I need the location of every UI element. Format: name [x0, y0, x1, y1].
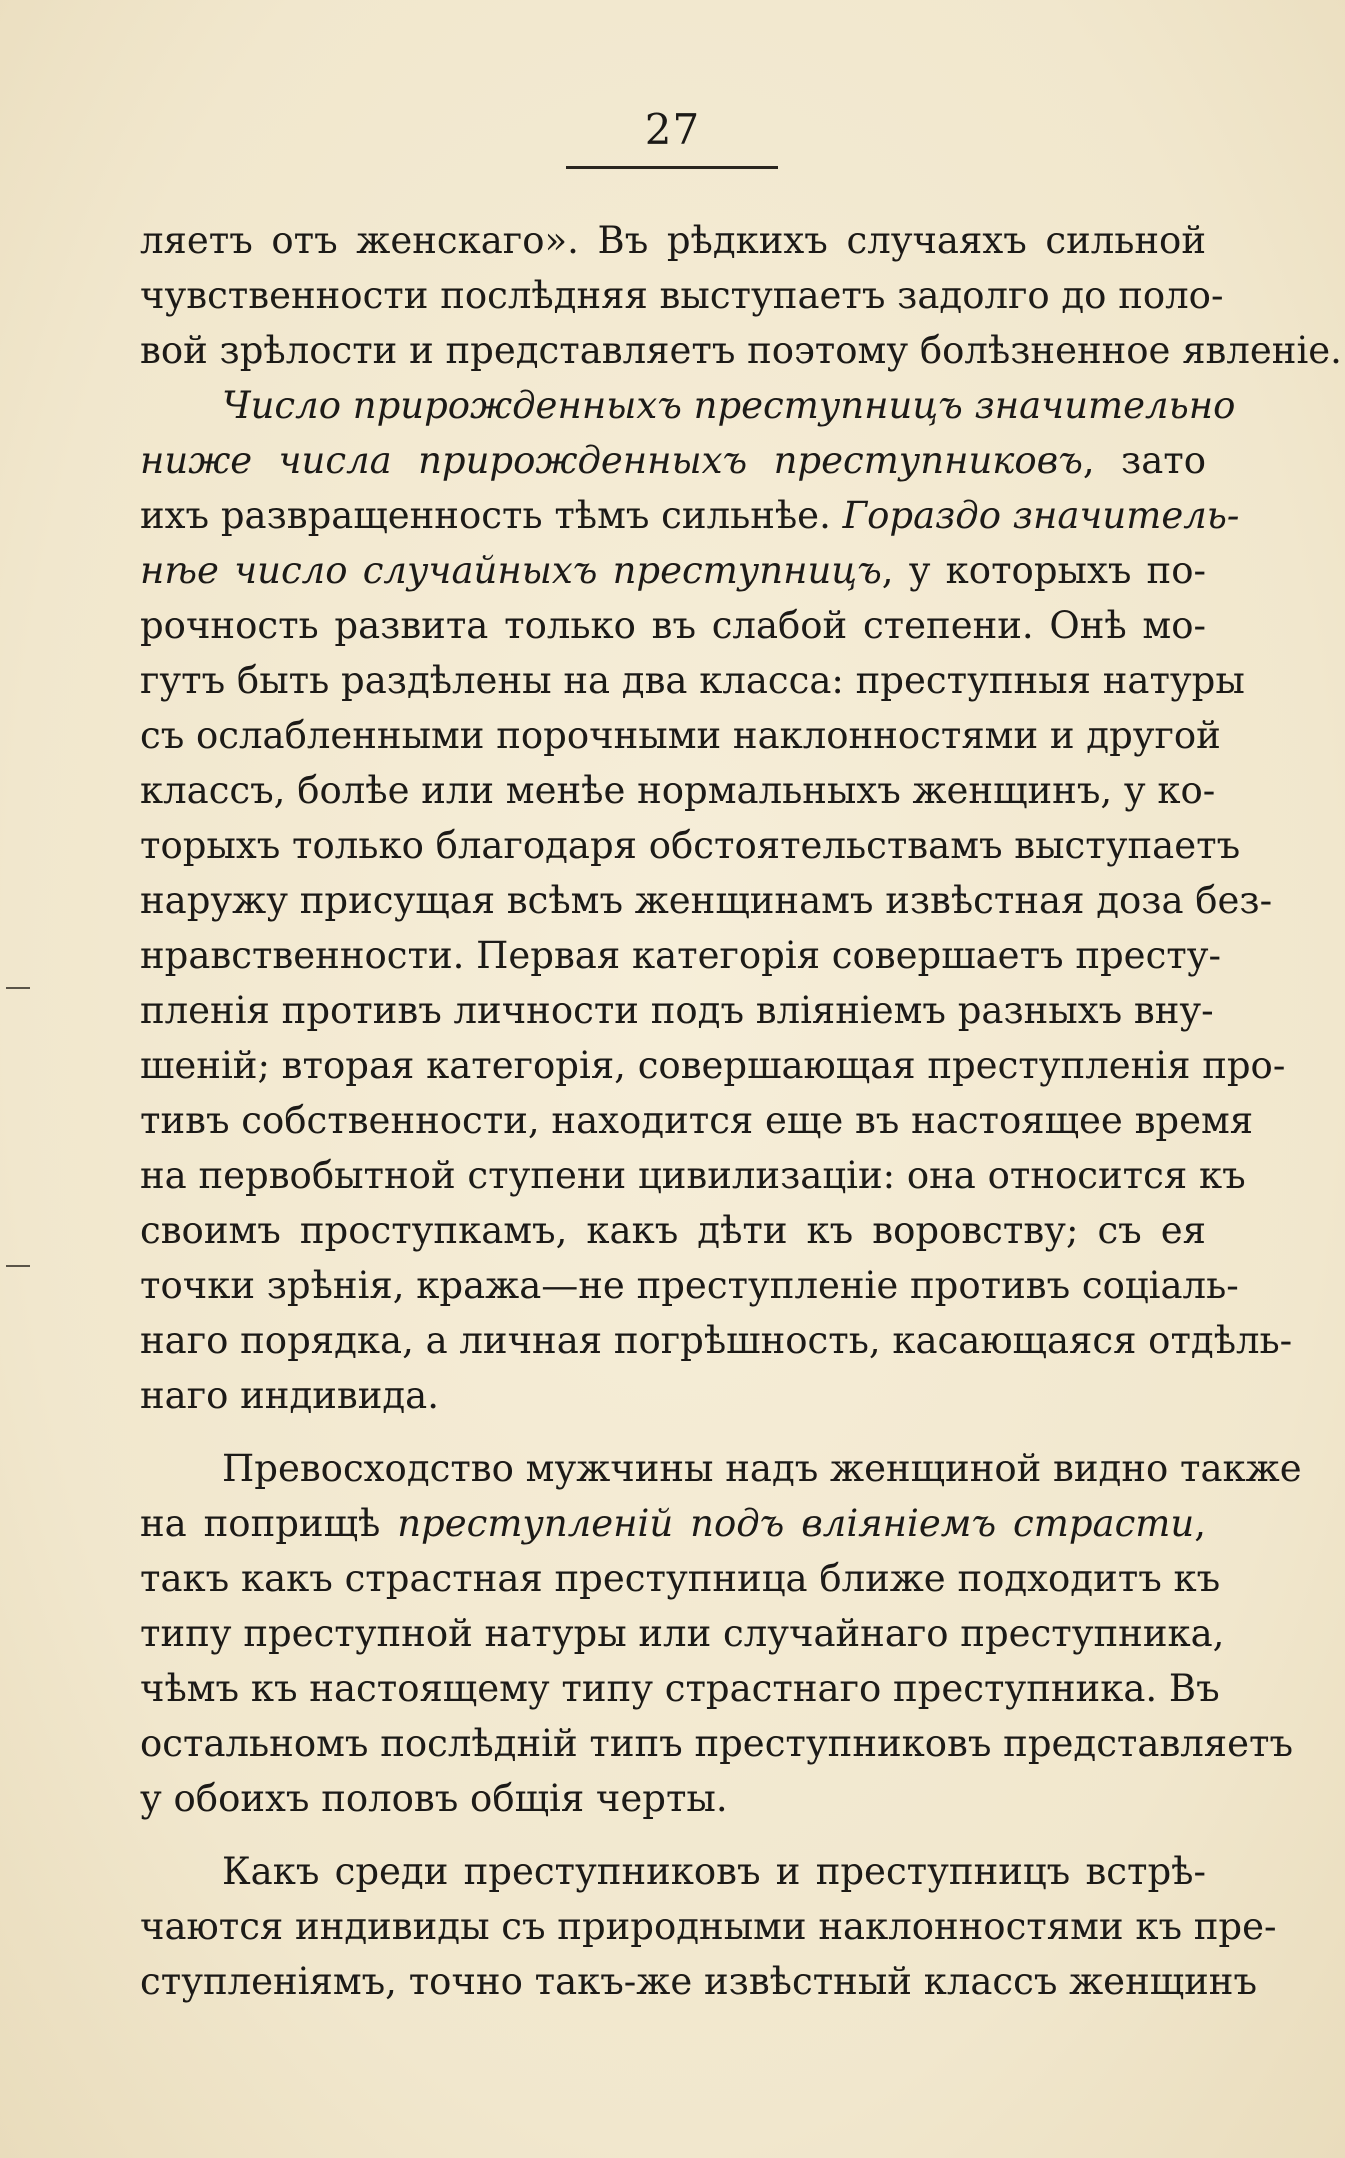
text-line [140, 653, 1245, 708]
text-run: рочность развита только въ слабой степени. Онѣ мо- [140, 604, 1206, 647]
paragraph [140, 1844, 1277, 2009]
text-line [140, 1496, 1206, 1551]
text-line [140, 433, 1206, 488]
text-run: наружу присущая всѣмъ женщинамъ извѣстная доза без- [140, 879, 1273, 922]
text-line [140, 378, 1236, 433]
text-run: своимъ проступкамъ, какъ дѣти къ воровству; съ ея [140, 1209, 1206, 1252]
italic-text: нѣе число случайныхъ преступницъ [140, 549, 882, 592]
text-line [140, 213, 1206, 268]
text-line [140, 323, 1342, 378]
text-run: остальномъ послѣдній типъ преступниковъ представляетъ [140, 1722, 1294, 1765]
text-run: наго порядка, а личная погрѣшность, касающаяся отдѣль- [140, 1319, 1293, 1362]
text-line [140, 928, 1222, 983]
text-run: наго индивида. [140, 1374, 439, 1417]
body-text [140, 213, 1342, 2009]
text-run: шеній; вторая категорія, совершающая преступленія про- [140, 1044, 1286, 1087]
text-line [140, 983, 1214, 1038]
text-line [140, 543, 1206, 598]
text-run: , у которыхъ по- [881, 549, 1206, 592]
text-line [140, 1148, 1246, 1203]
italic-text: преступленій подъ вліяніемъ страсти [397, 1502, 1195, 1545]
text-run: , зато [1082, 439, 1206, 482]
text-line [140, 1093, 1254, 1148]
text-run: гутъ быть раздѣлены на два класса: преступныя натуры [140, 659, 1245, 702]
text-run: типу преступной натуры или случайнаго преступника, [140, 1612, 1225, 1655]
text-run: съ ослабленными порочными наклонностями и другой [140, 714, 1221, 757]
text-run: нравственности. Первая категорія совершаетъ престу- [140, 934, 1222, 977]
text-run: ступленіямъ, точно такъ-же извѣстный классъ женщинъ [140, 1960, 1257, 2003]
text-line [140, 488, 1240, 543]
text-run: , [1194, 1502, 1206, 1545]
text-line [140, 1038, 1286, 1093]
text-run: точки зрѣнія, кража—не преступленіе противъ соціаль- [140, 1264, 1239, 1307]
text-run: ляетъ отъ женскаго». Въ рѣдкихъ случаяхъ сильной [140, 219, 1206, 262]
text-run: Какъ среди преступниковъ и преступницъ встрѣ- [222, 1850, 1206, 1893]
text-run: чѣмъ къ настоящему типу страстнаго преступника. Въ [140, 1667, 1220, 1710]
paragraph [140, 378, 1293, 1423]
italic-text: Число прирожденныхъ преступницъ значительно [222, 384, 1236, 427]
text-run: чувственности послѣдняя выступаетъ задолго до поло- [140, 274, 1224, 317]
text-line [140, 1954, 1257, 2009]
text-run: на первобытной ступени цивилизаціи: она относится къ [140, 1154, 1246, 1197]
text-line [140, 873, 1273, 928]
page-number: 27 [644, 105, 701, 154]
margin-mark [6, 987, 30, 989]
text-line [140, 1771, 1206, 1826]
text-line [140, 268, 1224, 323]
text-line [140, 1203, 1206, 1258]
text-run: торыхъ только благодаря обстоятельствамъ выступаетъ [140, 824, 1241, 867]
italic-text: ниже числа прирожденныхъ преступниковъ [140, 439, 1083, 482]
header-rule [566, 166, 778, 169]
text-run: на поприщѣ [140, 1502, 398, 1545]
text-run: тивъ собственности, находится еще въ настоящее время [140, 1099, 1254, 1142]
text-line [140, 1716, 1294, 1771]
italic-text: Гораздо значитель- [842, 494, 1240, 537]
text-line [140, 1368, 1206, 1423]
text-run: пленія противъ личности подъ вліяніемъ разныхъ вну- [140, 989, 1214, 1032]
text-run: вой зрѣлости и представляетъ поэтому болѣзненное явленіе. [140, 329, 1342, 372]
text-run: классъ, болѣе или менѣе нормальныхъ женщинъ, у ко- [140, 769, 1216, 812]
text-line [140, 1551, 1221, 1606]
text-line [140, 1441, 1302, 1496]
text-line [140, 818, 1241, 873]
text-run: такъ какъ страстная преступница ближе подходитъ къ [140, 1557, 1221, 1600]
text-run: у обоихъ половъ общія черты. [140, 1777, 728, 1820]
text-run: чаются индивиды съ природными наклонностями къ пре- [140, 1905, 1277, 1948]
paragraph [140, 1441, 1302, 1826]
text-line [140, 1899, 1277, 1954]
text-line [140, 708, 1221, 763]
text-line [140, 1313, 1293, 1368]
text-line [140, 1661, 1220, 1716]
text-line [140, 1844, 1206, 1899]
text-line [140, 763, 1216, 818]
margin-mark [6, 1265, 30, 1267]
text-line [140, 1258, 1239, 1313]
text-line [140, 598, 1206, 653]
paragraph [140, 213, 1342, 378]
text-run: Превосходство мужчины надъ женщиной видно также [222, 1447, 1302, 1490]
text-run: ихъ развращенность тѣмъ сильнѣе. [140, 494, 843, 537]
text-line [140, 1606, 1225, 1661]
